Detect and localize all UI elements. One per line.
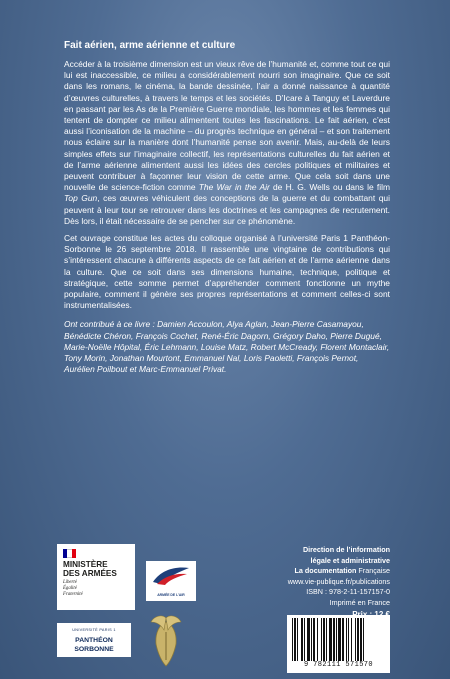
barcode-number: 9 782111 571570 bbox=[303, 661, 373, 669]
intro-text-a: Accéder à la troisième dimension est un vieux rêve de l’humanité et, comme tout ce qui lui est inaccessible, ce milieu a considérablement nourri son imaginaire. Que ce soit dans les romans, le cinéma, la bande dessinée, l’air a donné naissance à quantité d’œuvres culturelles, à travers le temps et les sociétés. D’Icare à Tanguy et Laverdure en passant par les As de la Première Guerre mondiale, les hommes et les femmes qui tentent de dompter ce milieu alimentent toutes les fascinations. Le fait aérien, c’est aussi l’iconisation de la machine – du progrès technique en général – et son traitement nous éclaire sur la manière dont l’humanité pense son avenir. Mais, au-delà de leurs simples effets sur l’imaginaire collectif, les représentations culturelles du fait aérien et de l’arme aérienne alimentent aussi les idées des cercles politiques et militaires et peuvent contribuer à façonner leur vision de cette arme. Que cela soit dans une nouvelle de science-fiction comme bbox=[64, 59, 390, 193]
university-logo bbox=[57, 623, 131, 657]
publisher-info bbox=[280, 545, 390, 620]
back-cover-text bbox=[64, 40, 390, 375]
ministry-name-line1: MINISTÈRE bbox=[63, 560, 108, 569]
winged-badge-icon bbox=[148, 612, 184, 668]
flag-red bbox=[72, 549, 76, 558]
university-name: PANTHÉON SORBONNE bbox=[74, 637, 114, 653]
barcode bbox=[287, 615, 390, 673]
air-force-label: ARMÉE DE L’AIR bbox=[157, 593, 185, 597]
intro-text-b: de H. G. Wells ou dans le film bbox=[269, 182, 390, 193]
work-title-top-gun: Top Gun bbox=[64, 193, 98, 204]
publisher-brand-b: Française bbox=[356, 566, 390, 576]
barcode-bars-icon bbox=[291, 618, 386, 661]
work-title-war-in-the-air: The War in the Air bbox=[198, 182, 270, 193]
intro-paragraph bbox=[64, 59, 390, 227]
motto-liberte: Liberté bbox=[63, 580, 77, 585]
publisher-direction-line1: Direction de l’information bbox=[302, 545, 390, 554]
colloquium-paragraph: Cet ouvrage constitue les actes du colloque organisé à l’université Paris 1 Panthéon-Sorbonne le 26 septembre 2018. Il rassemble une vingtaine de contributions qui s’intéressent chacune à différents aspects de ce fait aérien et de l’arme aérienne dans la culture. Que ce soit dans ses dimensions humaine, technique, politique et stratégique, cette somme permet d’appréhender comment fonctionne un mythe populaire, comment il génère ses propres représentations et comment celles-ci sont instrumentalisées. bbox=[64, 233, 390, 311]
section-title: Fait aérien, arme aérienne et culture bbox=[64, 40, 236, 51]
republic-motto bbox=[63, 580, 129, 598]
intro-text-c: , ces œuvres véhiculent des conceptions de la guerre et du combattant qui peuvent à leur tour se retrouver dans les doctrines et les campagnes de recrutement. Dès lors, il était nécessaire de se pencher sur ce phénomène. bbox=[64, 193, 390, 226]
isbn: ISBN : 978-2-11-157157-0 bbox=[306, 587, 390, 597]
motto-egalite: Égalité bbox=[63, 586, 77, 591]
ministry-logo bbox=[57, 544, 135, 610]
university-top-line: UNIVERSITÉ PARIS 1 bbox=[72, 628, 116, 632]
air-force-emblem-icon bbox=[151, 564, 191, 586]
publisher-url: www.vie-publique.fr/publications bbox=[287, 576, 390, 586]
printed-in: Imprimé en France bbox=[329, 597, 390, 607]
motto-fraternite: Fraternité bbox=[63, 592, 83, 597]
publisher-direction-line2: légale et administrative bbox=[310, 555, 390, 565]
publisher-brand bbox=[280, 566, 390, 577]
publisher-brand-a: La documentation bbox=[294, 566, 357, 576]
contributors-list: Ont contribué à ce livre : Damien Accoulon, Alya Aglan, Jean-Pierre Casamayou, Bénédicte Chéron, François Cochet, René-Éric Dagorn, Grégory Daho, Pierre Dugué, Marie-Noëlle Hôpital, Éric Lehmann, Louise Matz, Robert McCready, Florent Montaclair, Tony Morin, Jonathan Mourtont, Emmanuel Nal, Loris Paoletti, François Pernot, Aurélien Poilbout et Marc-Emmanuel Privat. bbox=[64, 319, 390, 375]
french-flag-icon bbox=[63, 549, 76, 558]
ministry-name-line2: DES ARMÉES bbox=[63, 569, 117, 578]
air-force-logo bbox=[146, 561, 196, 601]
